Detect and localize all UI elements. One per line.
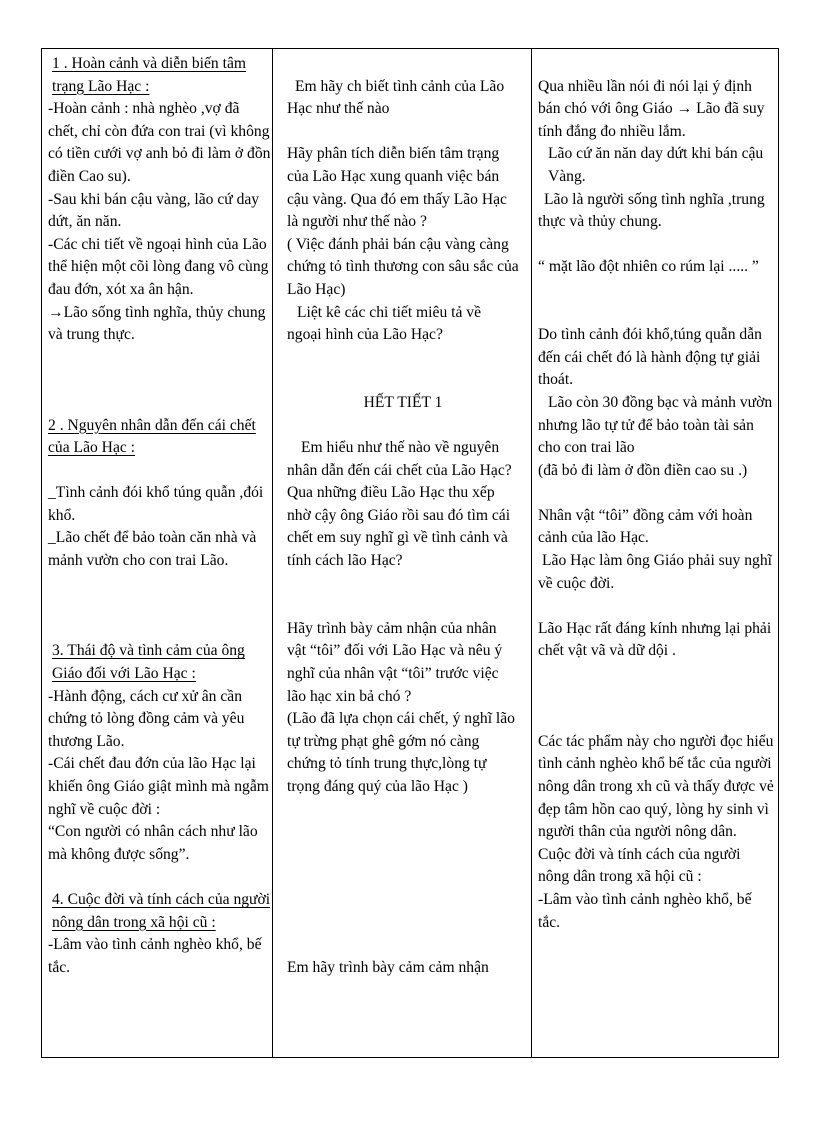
answer-9: Lão Hạc làm ông Giáo phải suy nghĩ về cuộc đời. — [538, 552, 772, 592]
question-4: Liệt kê các chi tiết miêu tả về ngoại hình của Lão Hạc? — [287, 303, 482, 344]
column-divider-2 — [531, 49, 532, 1057]
answer-6: Lão còn 30 đồng bạc và mảnh vườn nhưng lão tự tử để bảo toàn tài sản cho con trai lão — [538, 393, 773, 457]
section-3-line: -Cái chết đau đớn của lão Hạc lại khiến ông Giáo giật mình mà ngẫm nghĩ về cuộc đời : — [48, 755, 269, 818]
section-1-line: →Lão sống tình nghĩa, thủy chung và trung thực. — [48, 303, 266, 344]
question-column — [287, 53, 519, 979]
answer-7: (đã bỏ đi làm ở đồn điền cao su .) — [538, 461, 748, 479]
answer-8: Nhân vật “tôi” đồng cảm với hoàn cảnh của lão Hạc. — [538, 506, 753, 547]
section-1-heading: 1 . Hoàn cảnh và diễn biến tâm trạng Lão Hạc : — [52, 55, 246, 95]
end-lesson-title: HẾT TIẾT 1 — [363, 393, 443, 411]
question-1: Em hãy ch biết tình cảnh của Lão Hạc như thế nào — [287, 77, 505, 118]
answer-12: Cuộc đời và tính cách của người nông dân trong xã hội cũ : — [538, 845, 741, 886]
question-5: Em hiểu như thế nào về nguyên nhân dẫn đến cái chết của Lão Hạc? Qua những điều Lão Hạc thu xếp nhờ cậy ông Giáo rồi sau đó tìm cái chết em suy nghĩ gì về tình cảnh và tính cách lão Hạc? — [287, 439, 512, 570]
question-3: ( Việc đánh phải bán cậu vàng càng chứng tỏ tình thương con sâu sắc của Lão Hạc) — [287, 235, 519, 298]
section-2-line: _Tình cảnh đói khổ túng quẫn ,đói khổ. — [48, 484, 264, 524]
section-4-heading: 4. Cuộc đời và tính cách của người nông dân trong xã hội cũ : — [52, 891, 271, 931]
section-2-heading: 2 . Nguyên nhân dẫn đến cái chết của Lão Hạc : — [48, 416, 256, 457]
question-7: (Lão đã lựa chọn cái chết, ý nghĩ lão tự trừng phạt ghê gớm nó càng chứng tỏ tính trung thực,lòng tự trọng đáng quý của lão Hạc ) — [287, 710, 515, 795]
question-6: Hãy trình bày cảm nhận của nhân vật “tôi” đối với Lão Hạc và nêu ý nghĩ của nhân vật “tôi” trước việc lão hạc xin bả chó ? — [287, 619, 503, 705]
answer-11: Các tác phẩm này cho người đọc hiểu tình cảnh nghèo khổ bế tắc của người nông dân trong xh cũ và thấy được vẻ đẹp tâm hồn cao quý, lòng hy sinh vì người thân của người nông dân. — [538, 732, 774, 841]
content-column — [48, 53, 273, 979]
question-8: Em hãy trình bày cảm cảm nhận — [287, 958, 489, 976]
question-2: Hãy phân tích diễn biến tâm trạng của Lão Hạc xung quanh việc bán cậu vàng. Qua đó em thấy Lão Hạc là người như thế nào ? — [287, 145, 507, 231]
section-3-heading: 3. Thái độ và tình cảm của ông Giáo đối với Lão Hạc : — [52, 642, 245, 683]
section-3-line: “Con người có nhân cách như lão mà không được sống”. — [48, 823, 258, 863]
answer-4: “ mặt lão đột nhiên co rúm lại ..... ” — [538, 258, 759, 276]
answer-1: Qua nhiều lần nói đi nói lại ý định bán chó với ông Giáo → Lão đã suy tính đắng đo nhiều lắm. — [538, 77, 765, 140]
answer-column — [538, 53, 774, 934]
section-1-line: -Hoàn cảnh : nhà nghèo ,vợ đã chết, chỉ còn đứa con trai (vì không có tiền cưới vợ anh bỏ đi làm ở đồn điền Cao su). — [48, 100, 271, 185]
section-1-line: -Sau khi bán cậu vàng, lão cứ day dứt, ăn năn. — [48, 190, 260, 231]
answer-3: Lão là người sống tình nghĩa ,trung thực và thủy chung. — [538, 190, 765, 231]
section-1-line: -Các chi tiết về ngoại hình của Lão thể hiện một cõi lòng đang vô cùng đau đớn, xót xa ân hận. — [48, 235, 269, 298]
answer-2: Lão cứ ăn năn day dứt khi bán cậu Vàng. — [548, 145, 764, 185]
answer-13: -Lâm vào tình cảnh nghèo khổ, bế tắc. — [538, 890, 752, 931]
answer-5: Do tình cảnh đói khổ,túng quẫn dẫn đến cái chết đó là hành động tự giải thoát. — [538, 326, 762, 389]
answer-10: Lão Hạc rất đáng kính nhưng lại phải chết vật vã và dữ dội . — [538, 619, 772, 660]
section-4-line: -Lâm vào tình cảnh nghèo khổ, bế tắc. — [48, 936, 262, 976]
section-3-line: -Hành động, cách cư xử ân cần chứng tỏ lòng đồng cảm và yêu thương Lão. — [48, 687, 245, 750]
section-2-line: _Lão chết để bảo toàn căn nhà và mảnh vườn cho con trai Lão. — [48, 529, 257, 570]
lesson-table — [41, 48, 779, 1058]
